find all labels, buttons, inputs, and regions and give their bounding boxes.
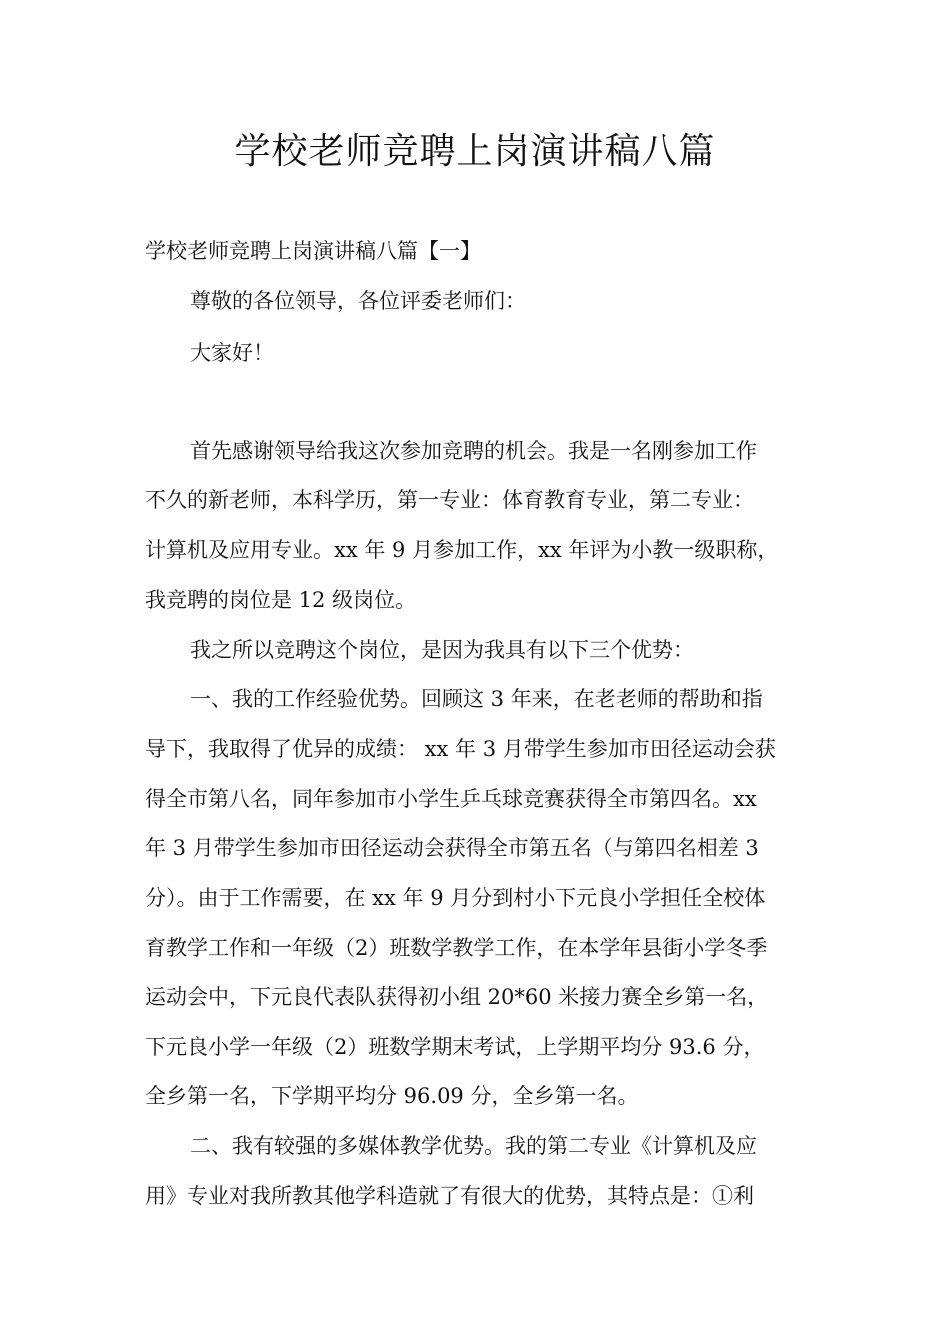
paragraph-line: 用》专业对我所教其他学科造就了有很大的优势，其特点是：①利: [145, 1184, 754, 1208]
paragraph-line: 计算机及应用专业。xx 年 9 月参加工作，xx 年评为小教一级职称，: [145, 538, 779, 562]
paragraph-line: 首先感谢领导给我这次参加竞聘的机会。我是一名刚参加工作: [190, 439, 757, 463]
paragraph-line: 我竞聘的岗位是 12 级岗位。: [145, 588, 417, 612]
paragraph-line: 年 3 月带学生参加市田径运动会获得全市第五名（与第四名相差 3: [145, 836, 759, 860]
paragraph-line: 分）。由于工作需要，在 xx 年 9 月分到村小下元良小学担任全校体: [145, 886, 766, 910]
paragraph-line: 导下，我取得了优异的成绩： xx 年 3 月带学生参加市田径运动会获: [145, 737, 776, 761]
paragraph-line: 全乡第一名，下学期平均分 96.09 分，全乡第一名。: [145, 1084, 639, 1108]
paragraph-line: 一、我的工作经验优势。回顾这 3 年来，在老老师的帮助和指: [190, 687, 763, 711]
greeting: 大家好！: [190, 341, 274, 365]
paragraph-line: 下元良小学一年级（2）班数学期末考试，上学期平均分 93.6 分，: [145, 1035, 765, 1059]
salutation: 尊敬的各位领导，各位评委老师们：: [190, 289, 526, 313]
paragraph-line: 二、我有较强的多媒体教学优势。我的第二专业《计算机及应: [190, 1134, 757, 1158]
section-heading: 学校老师竞聘上岗演讲稿八篇【一】: [145, 239, 481, 263]
paragraph-line: 育教学工作和一年级（2）班数学教学工作，在本学年县街小学冬季: [145, 936, 768, 960]
paragraph-line: 不久的新老师，本科学历，第一专业：体育教育专业，第二专业：: [145, 488, 754, 512]
paragraph-line: 运动会中，下元良代表队获得初小组 20*60 米接力赛全乡第一名，: [145, 985, 769, 1009]
paragraph-line: 得全市第八名，同年参加市小学生乒乓球竞赛获得全市第四名。xx: [145, 787, 757, 811]
document-title: 学校老师竞聘上岗演讲稿八篇: [234, 131, 716, 172]
paragraph-line: 我之所以竞聘这个岗位，是因为我具有以下三个优势：: [190, 638, 694, 662]
